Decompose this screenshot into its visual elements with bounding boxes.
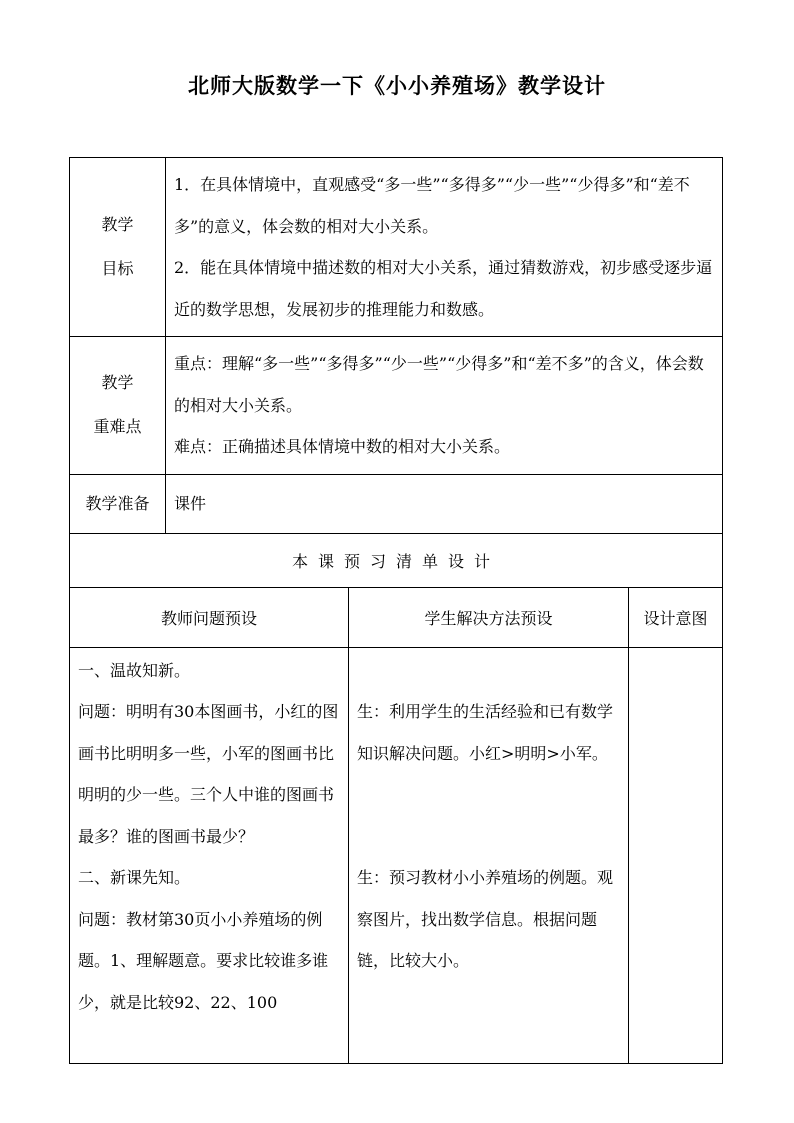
column-header-row: [70, 587, 723, 647]
key-points-label-cell: [70, 337, 166, 475]
lesson-plan-table: [69, 157, 723, 1064]
key-point-difficulty: 难点：正确描述具体情境中数的相对大小关系。: [174, 437, 511, 456]
goals-row: [70, 158, 723, 337]
preview-heading-row: [70, 533, 723, 587]
key-point-focus: 重点：理解“多一些”“多得多”“少一些”“少得多”和“差不多”的含义，体会数的相对大小关系。: [174, 354, 704, 415]
intent-column-header: 设计意图: [629, 587, 723, 647]
goals-label-line1: 教学: [101, 215, 134, 234]
goal-item-1: 1．在具体情境中，直观感受“多一些”“多得多”“少一些”“少得多”和“差不多”的意义，体会数的相对大小关系。: [174, 175, 690, 236]
goals-label-line2: 目标: [101, 259, 134, 278]
key-points-content-cell: [166, 337, 723, 475]
student-answer-2: 生：预习教材小小养殖场的例题。观察图片，找出数学信息。根据问题链，比较大小。: [357, 868, 614, 970]
teacher-section2-text: 问题：教材第30页小小养殖场的例题。1、理解题意。要求比较谁多谁少，就是比较92、22、100: [78, 909, 329, 1012]
student-spacer: [357, 650, 620, 692]
student-spacer-2: [357, 774, 620, 857]
student-methods-cell: [349, 647, 629, 1063]
goal-item-2: 2．能在具体情境中描述数的相对大小关系，通过猜数游戏，初步感受逐步逼近的数学思想，发展初步的推理能力和数感。: [174, 258, 713, 319]
teacher-section1-text: 问题：明明有30本图画书，小红的图画书比明明多一些，小军的图画书比明明的少一些。三个人中谁的图画书最多？谁的图画书最少？: [78, 702, 339, 846]
preview-heading: 本课预习清单设计: [70, 533, 723, 587]
preparation-row: [70, 474, 723, 533]
key-points-label-line2: 重难点: [93, 417, 142, 437]
teacher-column-header: 教师问题预设: [70, 587, 349, 647]
teacher-section1-heading: 一、温故知新。: [78, 660, 191, 680]
document-title: 北师大版数学一下《小小养殖场》教学设计: [188, 74, 606, 98]
content-row: [70, 647, 723, 1063]
goals-label-cell: [70, 158, 166, 337]
key-points-row: [70, 337, 723, 475]
teacher-questions-cell: [70, 647, 349, 1063]
goals-content-cell: [166, 158, 723, 337]
key-points-label-line1: 教学: [101, 373, 134, 393]
student-column-header: 学生解决方法预设: [349, 587, 629, 647]
student-answer-1: 生：利用学生的生活经验和已有数学知识解决问题。小红>明明>小军。: [357, 702, 614, 763]
preparation-value: 课件: [166, 474, 723, 533]
design-intent-cell: [629, 647, 723, 1063]
teacher-section2-heading: 二、新课先知。: [78, 868, 191, 887]
preparation-label: 教学准备: [70, 474, 166, 533]
